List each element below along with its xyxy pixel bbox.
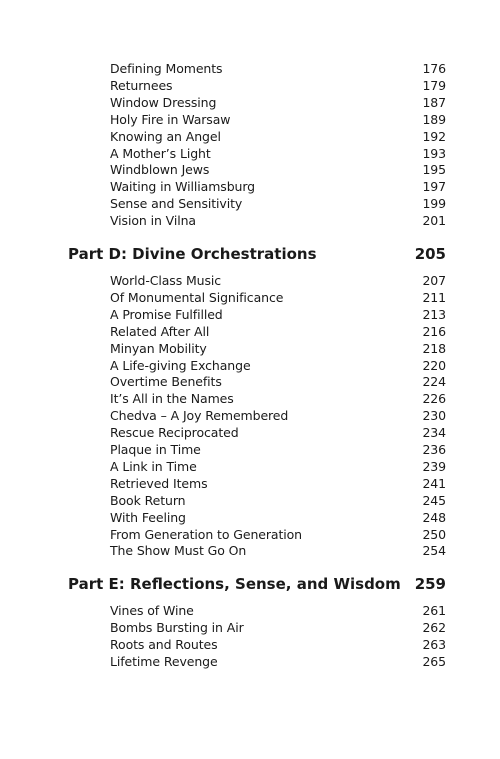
toc-entry-page: 230	[422, 408, 446, 424]
toc-entry-title: Vines of Wine	[110, 603, 194, 618]
toc-entry	[110, 390, 446, 407]
toc-entry-page: 262	[422, 619, 446, 635]
toc-entry	[110, 111, 446, 128]
toc-entry-page: 250	[422, 526, 446, 542]
toc-entry	[110, 195, 446, 212]
toc-entry	[110, 94, 446, 111]
toc-entry-page: 218	[422, 340, 446, 356]
toc-entry-title: Holy Fire in Warsaw	[110, 111, 231, 127]
toc-entry-title: A Mother’s Light	[110, 145, 211, 161]
toc-entry	[110, 357, 446, 374]
toc-entry-page: 254	[422, 543, 446, 559]
toc-entry	[110, 272, 446, 289]
toc-entry	[110, 323, 446, 340]
toc-entry	[110, 653, 446, 670]
toc-entry-page: 245	[422, 492, 446, 508]
toc-entry	[110, 77, 446, 94]
toc-entry-page: 216	[422, 323, 446, 339]
toc-entry-page: 189	[422, 111, 446, 127]
toc-entry	[110, 619, 446, 636]
toc-entry-title: Waiting in Williamsburg	[110, 179, 256, 195]
toc-entry	[110, 212, 446, 229]
toc-entry-page: 261	[422, 603, 446, 618]
toc-entry-page: 248	[422, 509, 446, 525]
toc-entry-page: 224	[422, 374, 446, 390]
toc-entry-page: 220	[422, 357, 446, 373]
toc-entry-title: Chedva – A Joy Remembered	[110, 408, 289, 424]
toc-entry-title: Windblown Jews	[110, 162, 210, 178]
toc-entry-title: Rescue Reciprocated	[110, 425, 239, 441]
toc-entry-title: Book Return	[110, 492, 186, 508]
toc-entry-page: 265	[422, 653, 446, 669]
toc-entry	[110, 509, 446, 526]
toc-entry	[110, 289, 446, 306]
toc-entry-page: 236	[422, 442, 446, 457]
toc-entry-page: 263	[422, 636, 446, 652]
toc-entry	[110, 602, 446, 619]
toc-entry-title: A Life-giving Exchange	[110, 357, 251, 373]
toc-entry	[110, 636, 446, 653]
toc-entry-title: Plaque in Time	[110, 442, 201, 457]
toc-entry-title: Retrieved Items	[110, 475, 208, 491]
toc-entry-title: Roots and Routes	[110, 636, 218, 652]
toc-entry-page: 207	[422, 273, 446, 288]
toc-entry-title: Minyan Mobility	[110, 340, 207, 356]
toc-entry-title: The Show Must Go On	[110, 543, 247, 559]
toc-entry-page: 176	[422, 61, 446, 76]
toc-entry-page: 239	[422, 458, 446, 474]
toc-entry	[110, 60, 446, 77]
toc-entry	[110, 526, 446, 543]
toc-entry-title: A Link in Time	[110, 458, 197, 474]
toc-entry	[110, 458, 446, 475]
toc-entry-page: 195	[422, 162, 446, 178]
toc-entry-title: It’s All in the Names	[110, 391, 234, 407]
part-e-title: Part E: Reflections, Sense, and Wisdom	[68, 575, 401, 593]
toc-entry-page: 179	[422, 77, 446, 93]
toc-entry-title: Related After All	[110, 323, 210, 339]
toc-entry-title: With Feeling	[110, 509, 186, 525]
toc-entry-page: 187	[422, 94, 446, 110]
toc-entry	[110, 161, 446, 178]
part-d-page: 205	[414, 245, 446, 263]
part-d-heading	[68, 243, 446, 265]
toc-entry	[110, 492, 446, 509]
toc-entry-title: Vision in Vilna	[110, 213, 196, 229]
toc-entry-title: Bombs Bursting in Air	[110, 619, 244, 635]
toc-entry	[110, 145, 446, 162]
part-e-page: 259	[414, 575, 446, 593]
toc-entry-page: 241	[422, 475, 446, 491]
toc-entry	[110, 306, 446, 323]
toc-entry-page: 213	[422, 306, 446, 322]
part-d-title: Part D: Divine Orchestrations	[68, 245, 317, 263]
toc-entry-title: Defining Moments	[110, 61, 223, 76]
toc-entry-title: From Generation to Generation	[110, 526, 303, 542]
part-e-heading	[68, 573, 446, 595]
toc-entry-title: A Promise Fulfilled	[110, 306, 223, 322]
toc-entry	[110, 128, 446, 145]
toc-entry	[110, 475, 446, 492]
toc-entry	[110, 407, 446, 424]
toc-entry-title: World-Class Music	[110, 273, 222, 288]
toc-entry	[110, 424, 446, 441]
toc-entry-title: Window Dressing	[110, 94, 217, 110]
toc-entry	[110, 373, 446, 390]
toc-entry-page: 199	[422, 196, 446, 212]
toc-entry-title: Lifetime Revenge	[110, 653, 218, 669]
toc-entry	[110, 178, 446, 195]
toc-entry-title: Sense and Sensitivity	[110, 196, 243, 212]
toc-entry-page: 234	[422, 425, 446, 441]
toc-entry-page: 211	[422, 289, 446, 305]
toc-entry-title: Returnees	[110, 77, 173, 93]
toc-entry-page: 193	[422, 145, 446, 161]
toc-entry-title: Of Monumental Significance	[110, 289, 284, 305]
toc-entry	[110, 340, 446, 357]
toc-entry	[110, 441, 446, 458]
toc-entry-title: Knowing an Angel	[110, 128, 221, 144]
toc-entry-title: Overtime Benefits	[110, 374, 222, 390]
toc-entry-page: 226	[422, 391, 446, 407]
toc-entry-page: 192	[422, 128, 446, 144]
toc-entry-page: 197	[422, 179, 446, 195]
toc-entry-page: 201	[422, 213, 446, 229]
toc-entry	[110, 542, 446, 559]
